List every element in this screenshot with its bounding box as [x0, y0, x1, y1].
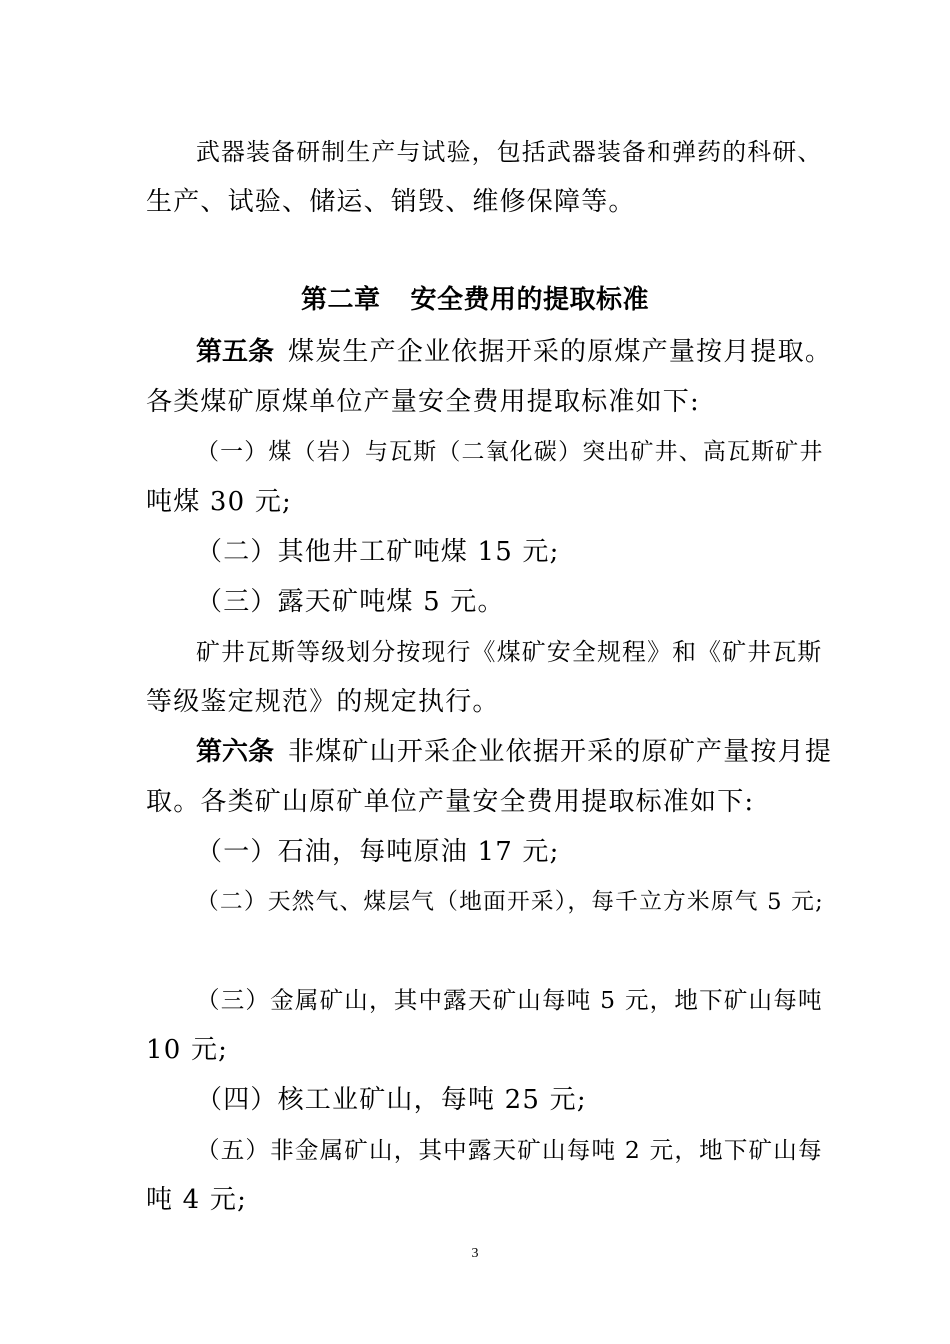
paragraph-line: 生产、试验、储运、销毁、维修保障等。: [146, 187, 636, 217]
article-5-item-3: （三）露天矿吨煤 5 元。: [196, 587, 505, 617]
article-6-item-5: （五）非金属矿山，其中露天矿山每吨 2 元，地下矿山每: [196, 1136, 823, 1164]
paragraph-line: 武器装备研制生产与试验，包括武器装备和弹药的科研、: [196, 138, 823, 166]
article-6-item-4: （四）核工业矿山，每吨 25 元;: [196, 1085, 587, 1115]
page-number: 3: [471, 1246, 479, 1261]
article-6-item-5-cont: 吨 4 元;: [146, 1185, 248, 1215]
article-5-item-2: （二）其他井工矿吨煤 15 元;: [196, 537, 560, 567]
article-6-line: 取。各类矿山原矿单位产量安全费用提取标准如下:: [146, 787, 755, 817]
article-5-line: 第五条 煤炭生产企业依据开采的原煤产量按月提取。: [0, 332, 950, 372]
article-6-item-3: （三）金属矿山，其中露天矿山每吨 5 元，地下矿山每吨: [196, 986, 823, 1014]
article-5-label: 第五条: [196, 337, 275, 367]
article-5-note-cont: 等级鉴定规范》的规定执行。: [146, 687, 500, 717]
article-5-line: 各类煤矿原煤单位产量安全费用提取标准如下:: [146, 387, 700, 417]
article-6-item-2: （二）天然气、煤层气（地面开采），每千立方米原气 5 元;: [196, 889, 824, 915]
chapter-heading: [0, 280, 950, 320]
chapter-title: 安全费用的提取标准: [410, 285, 650, 315]
article-5-item-1: （一）煤（岩）与瓦斯（二氧化碳）突出矿井、高瓦斯矿井: [196, 439, 824, 465]
article-5-note: 矿井瓦斯等级划分按现行《煤矿安全规程》和《矿井瓦斯: [196, 638, 823, 666]
article-6-item-3-cont: 10 元;: [146, 1035, 229, 1065]
article-6-line: 第六条 非煤矿山开采企业依据开采的原矿产量按月提: [0, 732, 950, 772]
article-6-label: 第六条: [196, 737, 275, 767]
article-5-item-1-cont: 吨煤 30 元;: [146, 487, 292, 517]
article-6-item-1: （一）石油，每吨原油 17 元;: [196, 837, 560, 867]
chapter-number: 第二章: [300, 285, 381, 315]
